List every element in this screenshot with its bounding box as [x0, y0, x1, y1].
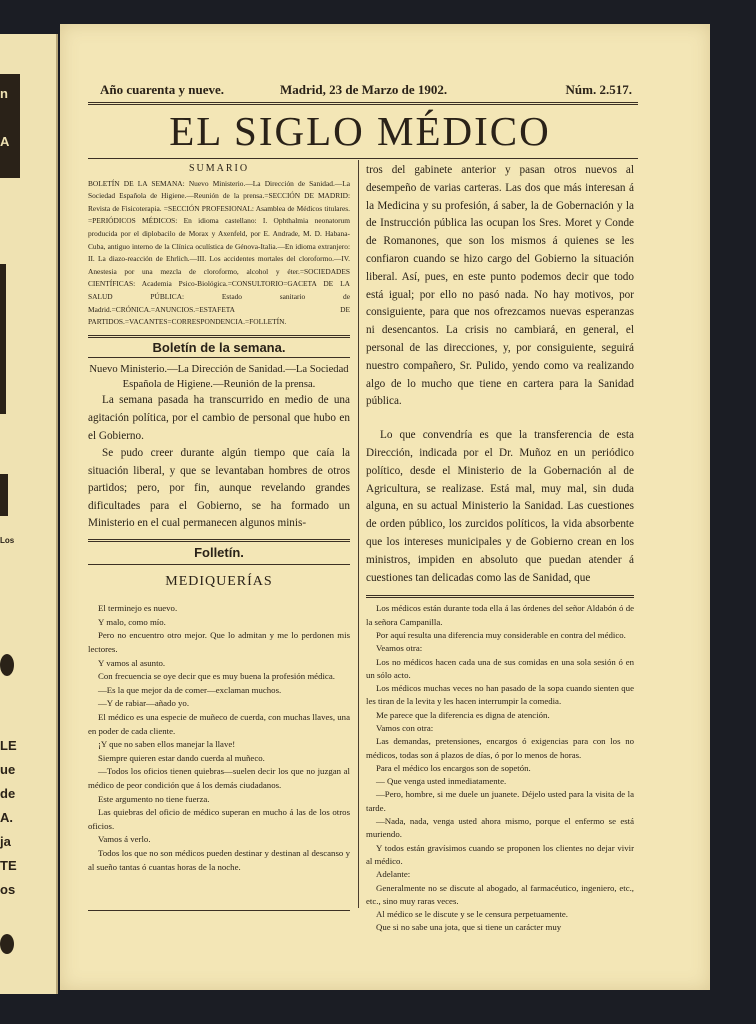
- folletin-paragraph: Al médico se le discute y se le censura perpetuamente.: [376, 909, 568, 920]
- left-fragment: ja: [0, 834, 11, 849]
- folletin-title: MEDIQUERÍAS: [165, 573, 273, 589]
- left-fragment: ue: [0, 762, 16, 777]
- folletin-paragraph: —Y de rabiar—añado yo.: [98, 698, 190, 709]
- folletin-paragraph: Veamos otra:: [376, 643, 423, 654]
- folletin-paragraph: Y vamos al asunto.: [98, 657, 166, 668]
- masthead-rule: [88, 102, 638, 105]
- date-label: Madrid, 23 de Marzo de 1902.: [280, 82, 448, 97]
- folletin-paragraph: Vamos con otra:: [376, 723, 434, 733]
- title-rule: [88, 158, 638, 159]
- folletin-paragraph: Para el médico los encargos son de sopetón.: [376, 762, 531, 773]
- editorial-continuation: [366, 162, 634, 587]
- sumario-text: BOLETÍN DE LA SEMANA: Nuevo Ministerio.—La Dirección de Sanidad.—La Sociedad Española de Higiene.—Reunión de la prensa.=SECCIÓN DE MADRID: Revista de Fisicoterapia. =SECCIÓN PROFESIONAL: Asamblea de Médicos titulares. =PERIÓDICOS MÉDICOS: En idioma castellano: I. Ophthalmia neonatorum producida por el diplobacilo de Morax y Axenfeld, por E. Andrade, M. D. Habana-Cuba, antiguo interno de la Clínica oculística de Génova-Italia.—En idioma extranjero: II. La diazo-reacción de Ehrlich.—III. Los accidentes mortales del cloroformo.—IV. Anestesia por una mezcla de cloroformo, alcohol y éter.=SOCIEDADES CIENTÍFICAS: Academia Psico-Biológica.=CONSULTORIO=GACETA DE LA SALUD PÚBLICA: Estado sanitario de Madrid.=CRÓNICA.=ANUNCIOS.=ESTAFETA DE PARTIDOS.=VACANTES=CORRESPONDENCIA.=FOLLETÍN.: [88, 178, 350, 327]
- left-fragment: Los: [0, 536, 15, 545]
- left-fragment: A: [0, 134, 10, 149]
- masthead-info-line: [100, 80, 632, 102]
- folletin-left-text: [88, 602, 350, 874]
- column-divider: [358, 160, 359, 908]
- boletin-body: [88, 362, 350, 533]
- folletin-paragraph: Vamos á verlo.: [98, 834, 151, 845]
- left-column: [88, 162, 350, 874]
- sumario-heading: SUMARIO: [188, 163, 250, 174]
- adjacent-page-edge: [0, 34, 58, 994]
- folletin-rule: [366, 595, 634, 598]
- issue-number: Núm. 2.517.: [565, 82, 632, 97]
- folletin-paragraph: —Todos los oficios tienen quiebras—suelen decir los que no juzgan al médico de peor condición que á los demás ciudadanos.: [88, 766, 350, 790]
- folletin-paragraph: —Es la que mejor da de comer—exclaman muchos.: [98, 684, 282, 695]
- folletin-paragraph: El terminejo es nuevo.: [98, 603, 178, 614]
- folletin-paragraph: Este argumento no tiene fuerza.: [98, 793, 210, 804]
- page-bottom-rule: [88, 910, 350, 911]
- folletin-paragraph: Me parece que la diferencia es digna de atención.: [376, 709, 550, 720]
- folletin-paragraph: Y todos están gravísimos cuando se proponen los clientes no dejar vivir al médico.: [366, 842, 634, 866]
- left-fragment: TE: [0, 858, 17, 873]
- newspaper-page: [60, 24, 710, 990]
- boletin-paragraph: La semana pasada ha transcurrido en medio de una agitación política, por el cambio de personal que hubo en el Gobierno.: [88, 394, 350, 442]
- year-label: Año cuarenta y nueve.: [100, 82, 224, 97]
- folletin-heading: Folletín.: [88, 539, 350, 565]
- folletin-paragraph: Los no médicos hacen cada una de sus comidas en una sola sesión ó en un sólo acto.: [366, 656, 634, 680]
- boletin-subheading: Nuevo Ministerio.—La Dirección de Sanidad.—La Sociedad Española de Higiene.—Reunión de la prensa.: [89, 364, 349, 391]
- folletin-paragraph: Todos los que no son médicos pueden destinar y destinan al descanso y al sueño tantas ó cuantas horas de la noche.: [88, 847, 350, 872]
- boletin-paragraph: Se pudo creer durante algún tiempo que caía la situación liberal, y que se levantaban hombres de otros partidos; pero, por fin, aunque revelando grandes dificultades para el Gobierno, se ha formado un Ministerio en el cual permanecen algunos minis-: [88, 447, 350, 530]
- newspaper-title: EL SIGLO MÉDICO: [169, 108, 551, 154]
- editorial-paragraph: tros del gabinete anterior y pasan otros nuevos al desempeño de varias carteras. Las dos que más interesan á la Medicina y su profesión, á saber, la de Gobernación y la de Instrucción pública las ocupan los Sres. Moret y Conde de Romanones, que son los mismos á quienes se les confiaron cuando se hizo cargo del Gobierno la situación liberal. Así, pues, en este punto podemos decir que todo está igual; por ello no pasó nada. No hay motivos, por consiguiente, para que nos ofrezcamos nuevas esperanzas ni desencantos. La crisis no cambiará, en general, el personal de las direcciones, y, por consiguiente, seguirá nuestro compañero, Sr. Pulido, yendo como va realizando algo de lo mucho que tiene en cartera para la Sanidad pública.: [366, 164, 634, 408]
- folletin-paragraph: El médico es una especie de muñeco de cuerda, con muchas llaves, una en poder de cada cliente.: [88, 712, 350, 736]
- folletin-paragraph: Las demandas, pretensiones, encargos ó exigencias para con los no médicos, todas son á plazos de días, ó por lo menos de horas.: [366, 736, 634, 760]
- left-fragment: de: [0, 786, 16, 801]
- folletin-paragraph: Pero no encuentro otro mejor. Que lo admitan y me lo perdonen mis lectores.: [88, 630, 350, 655]
- right-column: [366, 162, 634, 935]
- folletin-paragraph: Y malo, como mío.: [98, 616, 166, 627]
- editorial-paragraph: Lo que convendría es que la transferencia de esta Dirección, indicada por el Dr. Muñoz en un periódico político, desde el Ministerio de la Gobernación al de Agricultura, se realizase. Está mal, muy mal, sin duda alguna, en su actual Ministerio la Sanidad. Las cuestiones de orden público, los zurcidos políticos, la vida absorbente que los intereses municipales y de Gobierno crean en los ministros, impiden en absoluto que puedan atender á cuestiones tan delicadas como las de Sanidad, que: [366, 429, 634, 584]
- left-fragment: n: [0, 86, 8, 101]
- folletin-paragraph: Adelante:: [376, 869, 411, 880]
- folletin-paragraph: Por aquí resulta una diferencia muy considerable en contra del médico.: [376, 629, 626, 640]
- left-fragment: os: [0, 882, 16, 897]
- folletin-paragraph: Con frecuencia se oye decir que es muy buena la profesión médica.: [98, 671, 335, 682]
- folletin-paragraph: — Que venga usted inmediatamente.: [376, 776, 507, 787]
- left-fragment: A.: [0, 810, 13, 825]
- folletin-paragraph: Que si no sabe una jota, que si tiene un carácter muy: [376, 922, 562, 933]
- folletin-paragraph: —Nada, nada, venga usted ahora mismo, porque el enfermo se está muriendo.: [366, 816, 634, 840]
- folletin-right-text: [366, 602, 634, 934]
- folletin-paragraph: —Pero, hombre, si me duele un juanete. Déjelo usted para la visita de la tarde.: [366, 789, 634, 813]
- boletin-heading: Boletín de la semana.: [88, 335, 350, 359]
- folletin-paragraph: Los médicos muchas veces no han pasado de la sopa cuando sienten que les tiran de la levita y les hacen interrumpir la comedia.: [366, 683, 634, 707]
- folletin-paragraph: Siempre quieren estar dando cuerda al muñeco.: [98, 752, 265, 763]
- folletin-paragraph: ¡Y que no saben ellos manejar la llave!: [98, 739, 236, 750]
- folletin-paragraph: Los médicos están durante toda ella á las órdenes del señor Aldabón ó de la señora Campanilla.: [366, 603, 634, 627]
- left-fragment: LE: [0, 738, 17, 753]
- folletin-paragraph: Las quiebras del oficio de médico superan en mucho á las de los otros oficios.: [88, 807, 350, 831]
- folletin-paragraph: Generalmente no se discute al abogado, al farmacéutico, ingeniero, etc., etc., sino muy raras veces.: [366, 882, 634, 906]
